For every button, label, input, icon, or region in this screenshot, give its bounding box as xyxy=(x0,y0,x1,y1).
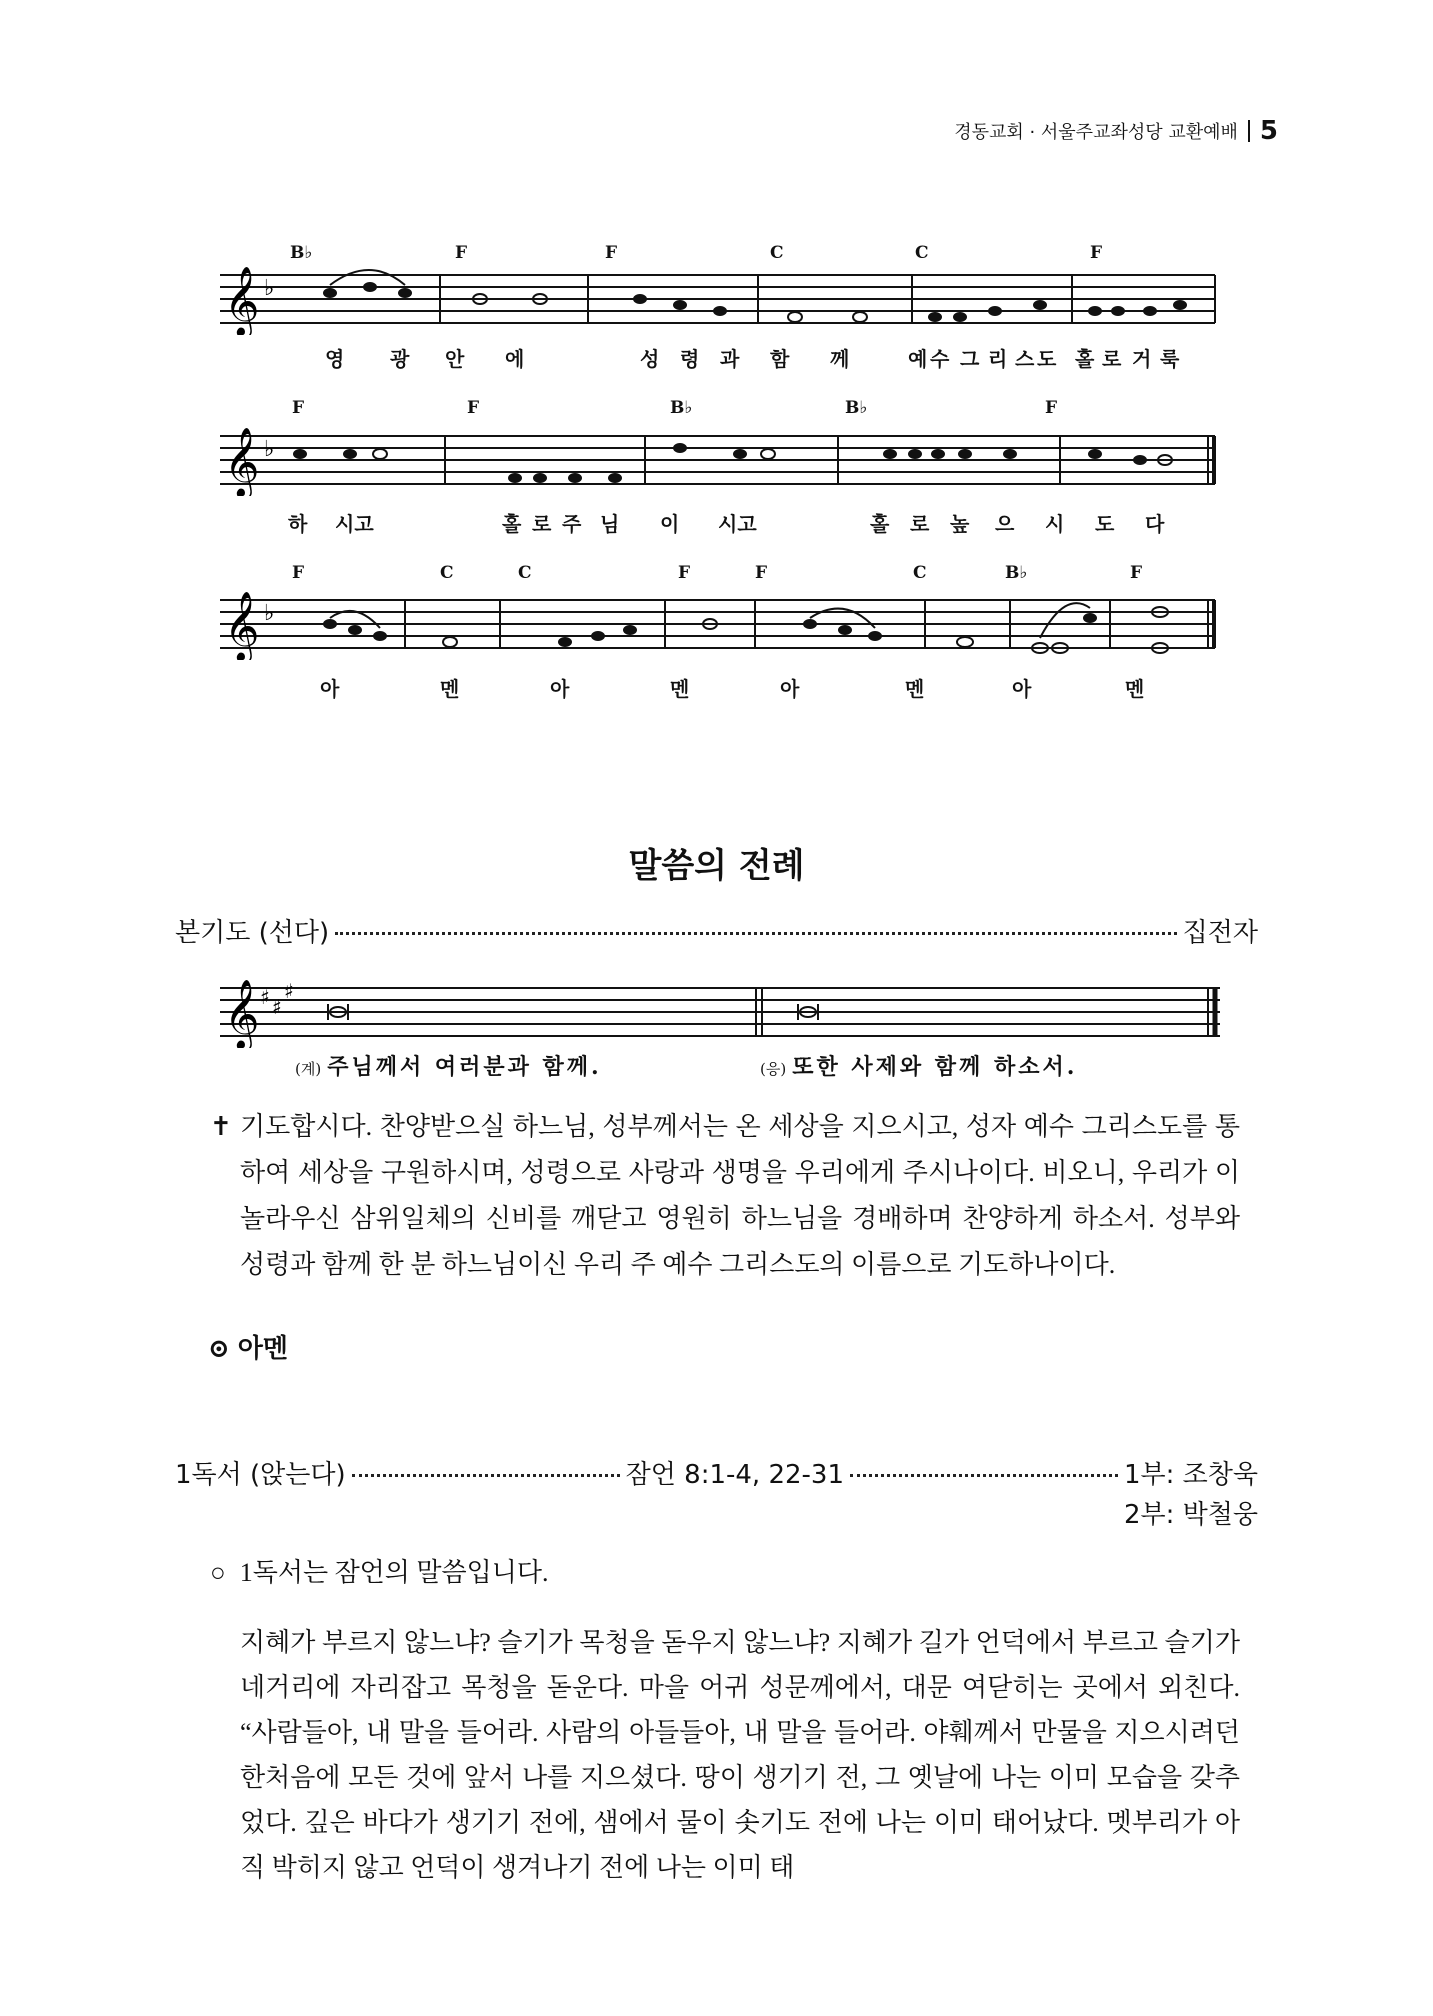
running-header xyxy=(954,116,1278,146)
lyric: 령 xyxy=(680,347,700,371)
lyric: 에 xyxy=(505,347,525,371)
collect-rubric xyxy=(175,912,1258,949)
chord: F xyxy=(605,243,618,263)
lyric: 홀 xyxy=(870,512,890,536)
lyric: 리 xyxy=(988,347,1008,371)
chord: B♭ xyxy=(1005,563,1028,583)
amen-line xyxy=(208,1326,288,1372)
lyric: 도 xyxy=(1095,512,1115,536)
lyric: 다 xyxy=(1145,512,1165,536)
lyric: 광 xyxy=(390,347,410,371)
reading1-reference: 잠언 8:1-4, 22-31 xyxy=(625,1460,844,1490)
lyric: 멘 xyxy=(905,677,925,701)
reading1-intro xyxy=(210,1550,549,1596)
lyric: 하 xyxy=(288,512,308,536)
chord: F xyxy=(1090,243,1103,263)
running-title: 경동교회 · 서울주교좌성당 교환예배 xyxy=(954,122,1238,143)
collect-prayer: 기도합시다. 찬양받으실 하느님, 성부께서는 온 세상을 지으시고, 성자 예수 그리스도를 통하여 세상을 구원하시며, 성령으로 사랑과 생명을 우리에게 주시나이다. 비오니, 우리가 이 놀라우신 삼위일체의 신비를 깨닫고 영원히 하느님을 경배하며 찬양하게 하소서. 성부와 성령과 함께 한 분 하느님이신 우리 주 예수 그리스도의 이름으로 기도하나이다. xyxy=(240,1112,1240,1279)
lyric: 시고 xyxy=(718,512,757,536)
svg-text:𝄞: 𝄞 xyxy=(224,979,260,1048)
music-staff-2 xyxy=(220,416,1220,496)
chant-staff xyxy=(220,968,1220,1048)
lyric: 안 xyxy=(445,347,465,371)
chord: F xyxy=(455,243,468,263)
svg-text:♭: ♭ xyxy=(264,276,275,301)
svg-text:♯: ♯ xyxy=(272,995,282,1019)
chord: B♭ xyxy=(290,243,313,263)
lyric: 아 xyxy=(780,677,800,701)
lyric: 아 xyxy=(320,677,340,701)
lyric: 로 xyxy=(1102,347,1122,371)
lyric: 아 xyxy=(1012,677,1032,701)
lyric: 주 xyxy=(562,512,582,536)
svg-text:𝄞: 𝄞 xyxy=(224,266,260,335)
collect-label: 본기도 (선다) xyxy=(175,918,330,948)
music-staff-3 xyxy=(220,580,1220,660)
svg-text:♯: ♯ xyxy=(284,979,294,1003)
chord: C xyxy=(913,563,927,583)
svg-text:♯: ♯ xyxy=(260,985,270,1009)
lyric: 홀 xyxy=(502,512,522,536)
reading1-reader2: 2부: 박철웅 xyxy=(1123,1500,1258,1530)
lyric: 그 xyxy=(960,347,980,371)
lyric: 이 xyxy=(660,512,680,536)
header-divider xyxy=(1248,120,1250,142)
cross-icon: ✝ xyxy=(210,1112,232,1141)
lyric: 과 xyxy=(720,347,740,371)
response-text: 또한 사제와 함께 하소서. xyxy=(792,1054,1078,1080)
music-staff-1 xyxy=(220,255,1220,335)
chord: F xyxy=(467,398,480,418)
lyric: 예 xyxy=(908,347,928,371)
page-number: 5 xyxy=(1259,116,1278,146)
leader-dots xyxy=(352,1474,620,1477)
chord: F xyxy=(755,563,768,583)
lyric: 성 xyxy=(640,347,660,371)
versicle-tag: (계) xyxy=(295,1060,322,1078)
reading1-rubric xyxy=(175,1454,1258,1491)
lyric: 멘 xyxy=(440,677,460,701)
chord: F xyxy=(292,563,305,583)
lyric: 멘 xyxy=(670,677,690,701)
amen-mark-icon: ⊙ xyxy=(208,1334,230,1363)
chord: F xyxy=(1045,398,1058,418)
reading1-label: 1독서 (앉는다) xyxy=(175,1460,346,1490)
intro-mark-icon: ○ xyxy=(210,1558,226,1587)
lyric: 시 xyxy=(1045,512,1065,536)
reading1-reader1: 1부: 조창욱 xyxy=(1123,1460,1258,1490)
chord: B♭ xyxy=(670,398,693,418)
reading1-text: 지혜가 부르지 않느냐? 슬기가 목청을 돋우지 않느냐? 지혜가 길가 언덕에서 부르고 슬기가 네거리에 자리잡고 목청을 돋운다. 마을 어귀 성문께에서, 대문 여닫히는 곳에서 외친다. “사람들아, 내 말을 들어라. 사람의 아들들아, 내 말을 들어라. 야훼께서 만물을 지으시려던 한처음에 모든 것에 앞서 나를 지으셨다. 땅이 생기기 전, 그 옛날에 나는 이미 모습을 갖추었다. 깊은 바다가 생기기 전에, 샘에서 물이 솟기도 전에 나는 이미 태어났다. 멧부리가 아직 박히지 않고 언덕이 생겨나기 전에 나는 이미 태 xyxy=(240,1628,1240,1882)
chord: C xyxy=(770,243,784,263)
lyric: 수 xyxy=(930,347,950,371)
lyric: 도 xyxy=(1037,347,1057,371)
response-tag: (응) xyxy=(760,1060,787,1078)
lyric: 께 xyxy=(830,347,850,371)
svg-text:♭: ♭ xyxy=(264,601,275,626)
lyric: 함 xyxy=(770,347,790,371)
chord: C xyxy=(518,563,532,583)
chord: B♭ xyxy=(845,398,868,418)
amen-text: 아멘 xyxy=(237,1334,289,1363)
lyric: 시고 xyxy=(335,512,374,536)
lyric: 로 xyxy=(910,512,930,536)
chord: F xyxy=(292,398,305,418)
svg-text:𝄞: 𝄞 xyxy=(224,427,260,496)
section-title: 말씀의 전례 xyxy=(628,846,805,886)
svg-text:♭: ♭ xyxy=(264,437,275,462)
lyric: 멘 xyxy=(1125,677,1145,701)
lyric: 거 xyxy=(1132,347,1152,371)
chord: F xyxy=(1130,563,1143,583)
lyric: 아 xyxy=(550,677,570,701)
lyric: 님 xyxy=(600,512,620,536)
intro-text: 1독서는 잠언의 말씀입니다. xyxy=(239,1558,549,1587)
lyric: 영 xyxy=(325,347,345,371)
lyric: 룩 xyxy=(1160,347,1180,371)
lyric: 로 xyxy=(532,512,552,536)
versicle xyxy=(295,1050,602,1081)
collect-leader: 집전자 xyxy=(1182,918,1258,948)
chord: C xyxy=(440,563,454,583)
response xyxy=(760,1050,1077,1081)
svg-text:𝄞: 𝄞 xyxy=(224,591,260,660)
lyric: 높 xyxy=(950,512,970,536)
leader-dots xyxy=(850,1474,1118,1477)
lyric: 으 xyxy=(995,512,1015,536)
leader-dots xyxy=(335,932,1177,935)
versicle-text: 주님께서 여러분과 함께. xyxy=(327,1054,602,1080)
chord: F xyxy=(678,563,691,583)
lyric: 홀 xyxy=(1075,347,1095,371)
lyric: 스 xyxy=(1015,347,1035,371)
chord: C xyxy=(915,243,929,263)
